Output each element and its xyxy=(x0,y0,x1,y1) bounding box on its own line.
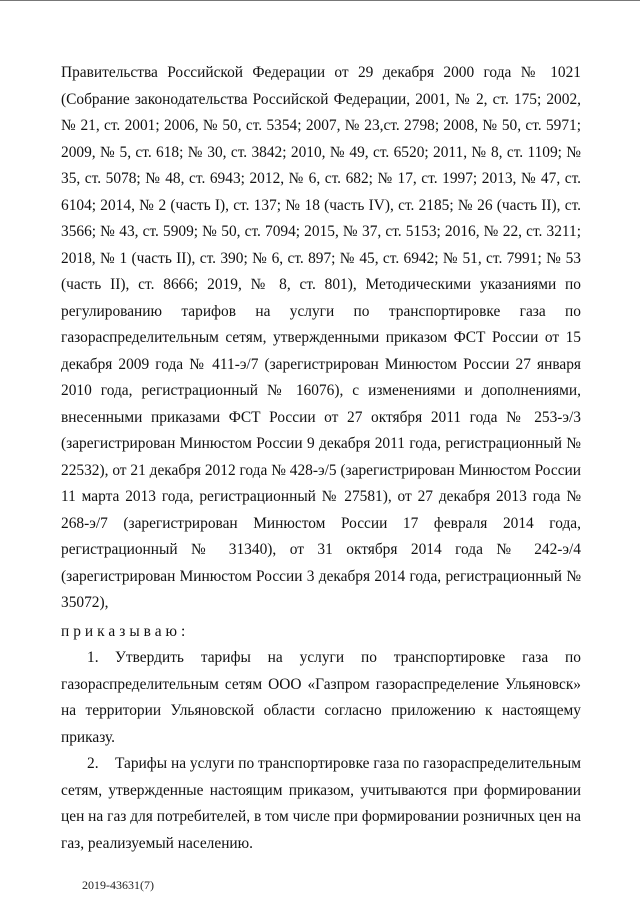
document-code-footer: 2019-43631(7) xyxy=(82,878,154,892)
order-item-2 xyxy=(61,751,581,857)
order-item-number: 2. xyxy=(87,755,99,772)
intro-paragraph: Правительства Российской Федерации от 29 декабря 2000 года № 1021 (Собрание законодательства Российской Федерации, 2001, № 2, ст. 175; 2002, № 21, ст. 2001; 2006, № 50, ст. 5354; 2007, № 23,ст. 2798; 2008, № 50, ст. 5971; 2009, № 5, ст. 618; № 30, ст. 3842; 2010, № 49, ст. 6520; 2011, № 8, ст. 1109; № 35, ст. 5078; № 48, ст. 6943; 2012, № 6, ст. 682; № 17, ст. 1997; 2013, № 47, ст. 6104; 2014, № 2 (часть I), ст. 137; № 18 (часть IV), ст. 2185; № 26 (часть II), ст. 3566; № 43, ст. 5909; № 50, ст. 7094; 2015, № 37, ст. 5153; 2016, № 22, ст. 3211; 2018, № 1 (часть II), ст. 390; № 6, ст. 897; № 45, ст. 6942; № 51, ст. 7991; № 53 (часть II), ст. 8666; 2019, № 8, ст. 801), Методическими указаниями по регулированию тарифов на услуги по транспортировке газа по газораспределительным сетям, утвержденными приказом ФСТ России от 15 декабря 2009 года № 411-э/7 (зарегистрирован Минюстом России 27 января 2010 года, регистрационный № 16076), с изменениями и дополнениями, внесенными приказами ФСТ России от 27 октября 2011 года № 253-э/3 (зарегистрирован Минюстом России 9 декабря 2011 года, регистрационный № 22532), от 21 декабря 2012 года № 428-э/5 (зарегистрирован Минюстом России 11 марта 2013 года, регистрационный № 27581), от 27 декабря 2013 года № 268-э/7 (зарегистрирован Минюстом России 17 февраля 2014 года, регистрационный № 31340), от 31 октября 2014 года № 242-э/4 (зарегистрирован Минюстом России 3 декабря 2014 года, регистрационный № 35072), xyxy=(61,64,581,611)
order-item-text: Утвердить тарифы на услуги по транспортировке газа по газораспределительным сетям ООО «Газпром газораспределение Ульяновск» на территории Ульяновской области согласно приложению к настоящему приказу. xyxy=(61,649,581,746)
order-item-text: Тарифы на услуги по транспортировке газа по газораспределительным сетям, утвержденные настоящим приказом, учитываются при формировании цен на газ для потребителей, в том числе при формировании розничных цен на газ, реализуемый населению. xyxy=(61,755,581,852)
document-body xyxy=(61,60,581,857)
top-border-line xyxy=(0,0,640,1)
order-word: приказываю: xyxy=(61,622,190,640)
order-item-1 xyxy=(61,645,581,751)
order-item-number: 1. xyxy=(87,649,99,666)
